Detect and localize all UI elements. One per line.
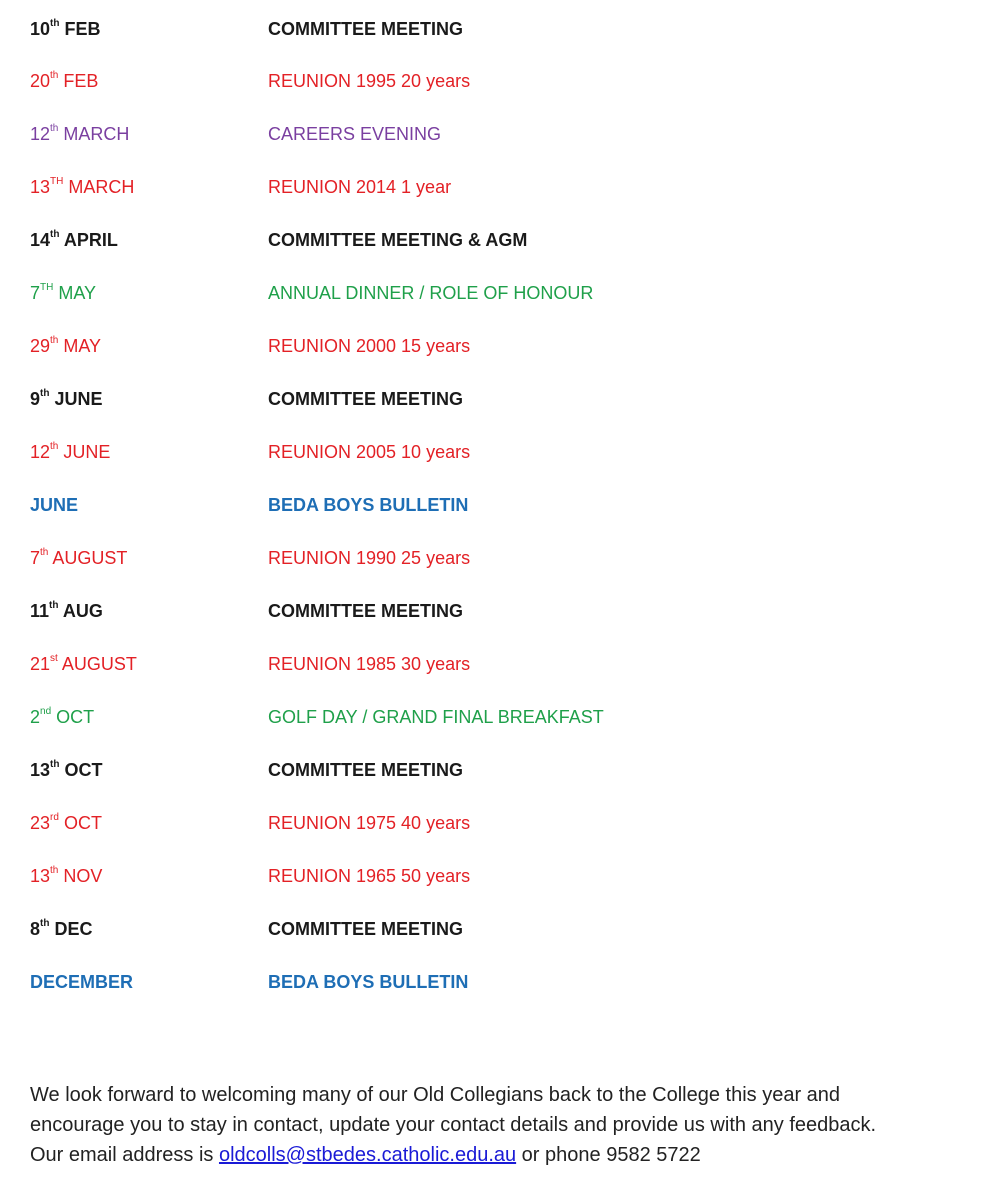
event-date bbox=[30, 490, 78, 520]
event-month: AUG bbox=[62, 601, 103, 621]
event-day-suffix: th bbox=[50, 335, 59, 346]
event-day: 7 bbox=[30, 283, 41, 303]
event-month: JUNE bbox=[30, 495, 79, 515]
event-day: 21 bbox=[30, 654, 51, 674]
event-month: FEB bbox=[63, 71, 99, 91]
event-month: OCT bbox=[64, 760, 103, 780]
event-month: APRIL bbox=[63, 230, 118, 250]
event-day-suffix: th bbox=[40, 388, 50, 399]
event-month: JUNE bbox=[54, 389, 103, 409]
event-row bbox=[30, 66, 970, 96]
footer-line-1: We look forward to welcoming many of our Old Collegians back to the College this year and bbox=[30, 1084, 841, 1106]
event-date bbox=[30, 225, 118, 255]
event-title: GOLF DAY / GRAND FINAL BREAKFAST bbox=[268, 707, 604, 727]
event-date bbox=[30, 278, 96, 308]
event-row bbox=[30, 914, 970, 944]
event-day-suffix: th bbox=[50, 18, 60, 29]
event-month: JUNE bbox=[63, 442, 111, 462]
event-title: REUNION 2005 10 years bbox=[268, 442, 471, 462]
event-date bbox=[30, 702, 94, 732]
event-title: CAREERS EVENING bbox=[268, 124, 442, 144]
event-title: REUNION 1990 25 years bbox=[268, 548, 471, 568]
event-row bbox=[30, 543, 970, 573]
event-month: FEB bbox=[64, 19, 101, 39]
footer-line-3 bbox=[30, 1140, 990, 1170]
email-link[interactable]: oldcolls@stbedes.catholic.edu.au bbox=[218, 1144, 517, 1166]
event-date bbox=[30, 543, 127, 573]
event-day: 7 bbox=[30, 548, 41, 568]
event-day: 8 bbox=[30, 919, 41, 939]
event-row bbox=[30, 384, 970, 414]
event-day: 13 bbox=[30, 866, 51, 886]
event-date bbox=[30, 596, 103, 626]
event-day: 11 bbox=[30, 601, 50, 621]
footer-phone-text: or phone 9582 5722 bbox=[516, 1144, 701, 1166]
event-row bbox=[30, 861, 970, 891]
event-row bbox=[30, 119, 970, 149]
event-date bbox=[30, 14, 101, 44]
event-date bbox=[30, 861, 102, 891]
event-month: MAY bbox=[63, 336, 102, 356]
event-title: COMMITTEE MEETING bbox=[268, 19, 463, 39]
event-row bbox=[30, 278, 970, 308]
event-title: REUNION 2014 1 year bbox=[268, 177, 452, 197]
event-title: REUNION 1985 30 years bbox=[268, 654, 471, 674]
event-day: 9 bbox=[30, 389, 41, 409]
event-title: REUNION 1975 40 years bbox=[268, 813, 471, 833]
event-title: REUNION 1965 50 years bbox=[268, 866, 471, 886]
event-month: AUGUST bbox=[61, 654, 137, 674]
event-title: COMMITTEE MEETING & AGM bbox=[268, 230, 528, 250]
event-month: OCT bbox=[56, 707, 95, 727]
event-date bbox=[30, 331, 101, 361]
event-date bbox=[30, 119, 129, 149]
event-day: 23 bbox=[30, 813, 51, 833]
event-date bbox=[30, 914, 93, 944]
event-month: MARCH bbox=[68, 177, 135, 197]
event-month: DEC bbox=[54, 919, 93, 939]
event-day-suffix: st bbox=[50, 653, 58, 664]
event-day: 2 bbox=[30, 707, 41, 727]
event-title: REUNION 2000 15 years bbox=[268, 336, 471, 356]
event-day: 10 bbox=[30, 19, 51, 39]
event-day-suffix: th bbox=[50, 123, 59, 134]
event-row bbox=[30, 649, 970, 679]
event-day-suffix: th bbox=[50, 441, 59, 452]
event-row bbox=[30, 967, 970, 997]
event-day-suffix: th bbox=[40, 918, 50, 929]
event-row bbox=[30, 808, 970, 838]
event-title: BEDA BOYS BULLETIN bbox=[268, 972, 469, 992]
event-day-suffix: th bbox=[50, 759, 60, 770]
event-title: BEDA BOYS BULLETIN bbox=[268, 495, 469, 515]
footer-line-2: encourage you to stay in contact, update your contact details and provide us with any feedback. bbox=[30, 1114, 877, 1136]
event-row bbox=[30, 490, 970, 520]
event-day: 13 bbox=[30, 760, 51, 780]
event-month: NOV bbox=[63, 866, 103, 886]
event-title: COMMITTEE MEETING bbox=[268, 760, 463, 780]
event-row bbox=[30, 331, 970, 361]
event-date bbox=[30, 967, 133, 997]
event-row bbox=[30, 702, 970, 732]
event-day-suffix: TH bbox=[50, 176, 64, 187]
event-date bbox=[30, 649, 137, 679]
event-day: 29 bbox=[30, 336, 51, 356]
event-day-suffix: rd bbox=[50, 812, 59, 823]
event-date bbox=[30, 808, 102, 838]
event-row bbox=[30, 596, 970, 626]
event-day: 14 bbox=[30, 230, 51, 250]
event-day: 12 bbox=[30, 442, 51, 462]
event-month: MAY bbox=[58, 283, 97, 303]
event-date bbox=[30, 66, 98, 96]
event-title: COMMITTEE MEETING bbox=[268, 601, 463, 621]
event-day-suffix: th bbox=[40, 547, 49, 558]
event-date bbox=[30, 384, 103, 414]
event-title: REUNION 1995 20 years bbox=[268, 71, 471, 91]
footer-email-prefix: Our email address is bbox=[30, 1144, 219, 1166]
event-row bbox=[30, 225, 970, 255]
event-month: DECEMBER bbox=[30, 972, 134, 992]
event-day: 20 bbox=[30, 71, 51, 91]
event-title: ANNUAL DINNER / ROLE OF HONOUR bbox=[268, 283, 594, 303]
event-title: COMMITTEE MEETING bbox=[268, 919, 463, 939]
event-date bbox=[30, 172, 134, 202]
event-row bbox=[30, 172, 970, 202]
event-month: OCT bbox=[63, 813, 102, 833]
event-day-suffix: th bbox=[50, 865, 59, 876]
event-date bbox=[30, 755, 103, 785]
event-day: 12 bbox=[30, 124, 51, 144]
event-row bbox=[30, 437, 970, 467]
event-row bbox=[30, 755, 970, 785]
event-month: AUGUST bbox=[52, 548, 128, 568]
event-title: COMMITTEE MEETING bbox=[268, 389, 463, 409]
event-month: MARCH bbox=[63, 124, 130, 144]
event-day-suffix: TH bbox=[40, 282, 54, 293]
event-day: 13 bbox=[30, 177, 51, 197]
event-day-suffix: nd bbox=[40, 706, 52, 717]
event-day-suffix: th bbox=[49, 600, 59, 611]
event-date bbox=[30, 437, 110, 467]
footer-paragraph bbox=[30, 1080, 990, 1170]
event-row bbox=[30, 14, 970, 44]
event-day-suffix: th bbox=[50, 229, 60, 240]
event-day-suffix: th bbox=[50, 70, 59, 81]
